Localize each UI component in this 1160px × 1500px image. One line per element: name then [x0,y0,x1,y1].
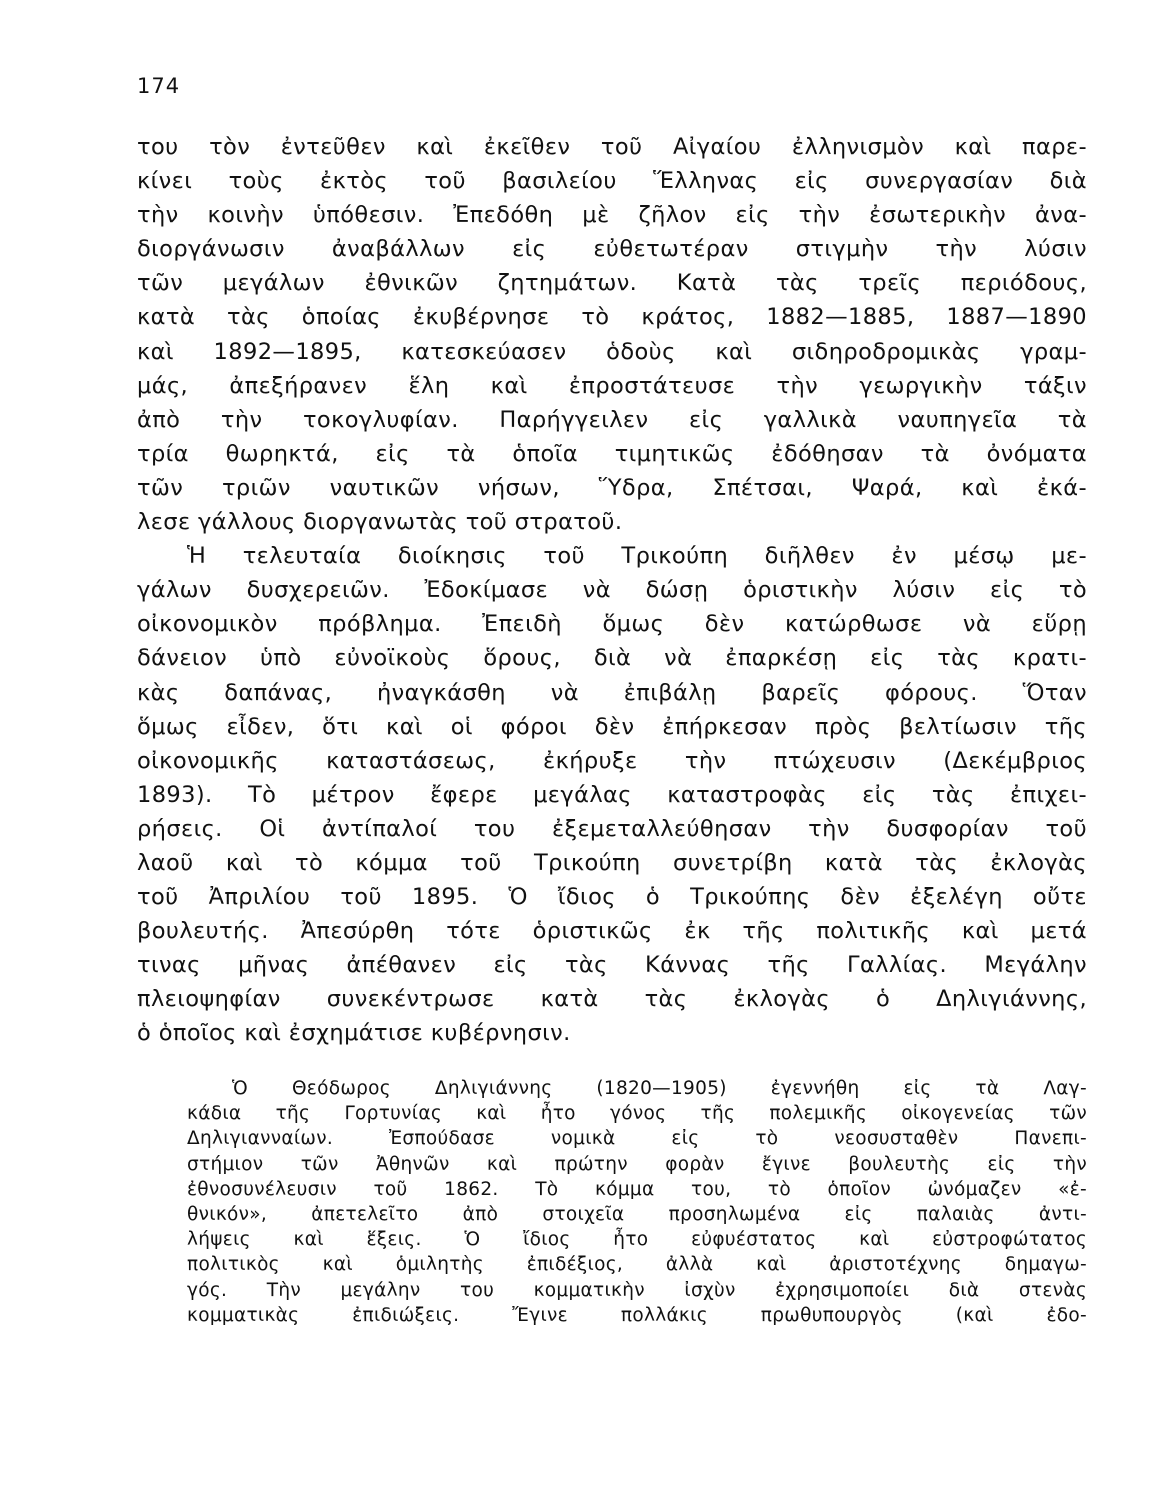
text-line: βουλευτής. Ἀπεσύρθη τότε ὁριστικῶς ἐκ τῆς πολιτικῆς καὶ μετά [137,918,1087,945]
text-line: τὴν κοινὴν ὑπόθεσιν. Ἐπεδόθη μὲ ζῆλον εἰς τὴν ἐσωτερικὴν ἀνα- [137,202,1087,229]
page-number: 174 [137,74,181,98]
text-line: πλειοψηφίαν συνεκέντρωσε κατὰ τὰς ἐκλογὰς ὁ Δηλιγιάννης, [137,986,1087,1013]
footnote-line: θνικόν», ἀπετελεῖτο ἀπὸ στοιχεῖα προσηλωμένα εἰς παλαιὰς ἀντι- [187,1203,1087,1225]
footnote-line: λήψεις καὶ ἕξεις. Ὁ ἴδιος ἦτο εὐφυέστατος καὶ εὐστροφώτατος [187,1229,1087,1251]
text-line: τρία θωρηκτά, εἰς τὰ ὁποῖα τιμητικῶς ἐδόθησαν τὰ ὀνόματα [137,440,1087,467]
footnote-line: Δηλιγιανναίων. Ἐσπούδασε νομικὰ εἰς τὸ νεοσυσταθὲν Πανεπι- [187,1128,1087,1150]
text-line: οἰκονομικῆς καταστάσεως, ἐκήρυξε τὴν πτώχευσιν (Δεκέμβριος [137,747,1087,774]
text-line: λαοῦ καὶ τὸ κόμμα τοῦ Τρικούπη συνετρίβη κατὰ τὰς ἐκλογὰς [137,849,1087,876]
text-line: τῶν μεγάλων ἐθνικῶν ζητημάτων. Κατὰ τὰς τρεῖς περιόδους, [137,270,1087,297]
text-line: γάλων δυσχερειῶν. Ἐδοκίμασε νὰ δώσῃ ὁριστικὴν λύσιν εἰς τὸ [137,577,1087,604]
footnote-line: κομματικὰς ἐπιδιώξεις. Ἔγινε πολλάκις πρωθυπουργὸς (καὶ ἐδο- [187,1304,1087,1326]
text-line: δάνειον ὑπὸ εὐνοϊκοὺς ὅρους, διὰ νὰ ἐπαρκέσῃ εἰς τὰς κρατι- [137,645,1087,672]
text-line: κίνει τοὺς ἐκτὸς τοῦ βασιλείου Ἕλληνας εἰς συνεργασίαν διὰ [137,168,1087,195]
text-line: τῶν τριῶν ναυτικῶν νήσων, Ὕδρα, Σπέτσαι, Ψαρά, καὶ ἐκά- [137,474,1087,501]
text-line: του τὸν ἐντεῦθεν καὶ ἐκεῖθεν τοῦ Αἰγαίου ἐλληνισμὸν καὶ παρε- [137,134,1087,160]
footnote-line: γός. Τὴν μεγάλην του κομματικὴν ἰσχὺν ἐχρησιμοποίει διὰ στενὰς [187,1279,1087,1301]
text-line: ρήσεις. Οἱ ἀντίπαλοί του ἐξεμεταλλεύθησαν τὴν δυσφορίαν τοῦ [137,815,1087,842]
text-line: τινας μῆνας ἀπέθανεν εἰς τὰς Κάννας τῆς Γαλλίας. Μεγάλην [137,952,1087,979]
footnote-line: στήμιον τῶν Ἀθηνῶν καὶ πρώτην φορὰν ἔγινε βουλευτὴς εἰς τὴν [187,1153,1087,1175]
text-line: κατὰ τὰς ὁποίας ἐκυβέρνησε τὸ κράτος, 1882—1885, 1887—1890 [137,304,1087,331]
main-text [137,130,1087,1051]
footnote-line: ἐθνοσυνέλευσιν τοῦ 1862. Τὸ κόμμα του, τὸ ὁποῖον ὠνόμαζεν «ἐ- [187,1178,1087,1200]
footnote-line: πολιτικὸς καὶ ὁμιλητὴς ἐπιδέξιος, ἀλλὰ καὶ ἀριστοτέχνης δημαγω- [187,1254,1087,1276]
text-line: Ἡ τελευταία διοίκησις τοῦ Τρικούπη διῆλθεν ἐν μέσῳ με- [187,543,1087,570]
text-line: ὅμως εἶδεν, ὅτι καὶ οἱ φόροι δὲν ἐπήρκεσαν πρὸς βελτίωσιν τῆς [137,713,1087,740]
footnote-line: Ὁ Θεόδωρος Δηλιγιάννης (1820—1905) ἐγεννήθη εἰς τὰ Λαγ- [232,1078,1087,1099]
footnote [187,1076,1087,1328]
text-line: διοργάνωσιν ἀναβάλλων εἰς εὐθετωτέραν στιγμὴν τὴν λύσιν [137,236,1087,263]
text-line: 1893). Τὸ μέτρον ἔφερε μεγάλας καταστροφὰς εἰς τὰς ἐπιχει- [137,781,1087,808]
text-line: καὶ 1892—1895, κατεσκεύασεν ὁδοὺς καὶ σιδηροδρομικὰς γραμ- [137,338,1087,365]
footnote-line: κάδια τῆς Γορτυνίας καὶ ἦτο γόνος τῆς πολεμικῆς οἰκογενείας τῶν [187,1103,1087,1125]
text-line: κὰς δαπάνας, ἠναγκάσθη νὰ ἐπιβάλῃ βαρεῖς φόρους. Ὅταν [137,679,1087,706]
text-line: ἀπὸ τὴν τοκογλυφίαν. Παρήγγειλεν εἰς γαλλικὰ ναυπηγεῖα τὰ [137,406,1087,433]
text-line: μάς, ἀπεξήρανεν ἕλη καὶ ἐπροστάτευσε τὴν γεωργικὴν τάξιν [137,372,1087,399]
text-line: τοῦ Ἀπριλίου τοῦ 1895. Ὁ ἴδιος ὁ Τρικούπης δὲν ἐξελέγη οὔτε [137,884,1087,911]
text-line: ὁ ὁποῖος καὶ ἐσχημάτισε κυβέρνησιν. [137,1020,571,1047]
text-line: λεσε γάλλους διοργανωτὰς τοῦ στρατοῦ. [137,509,623,536]
text-line: οἰκονομικὸν πρόβλημα. Ἐπειδὴ ὅμως δὲν κατώρθωσε νὰ εὕρῃ [137,611,1087,638]
